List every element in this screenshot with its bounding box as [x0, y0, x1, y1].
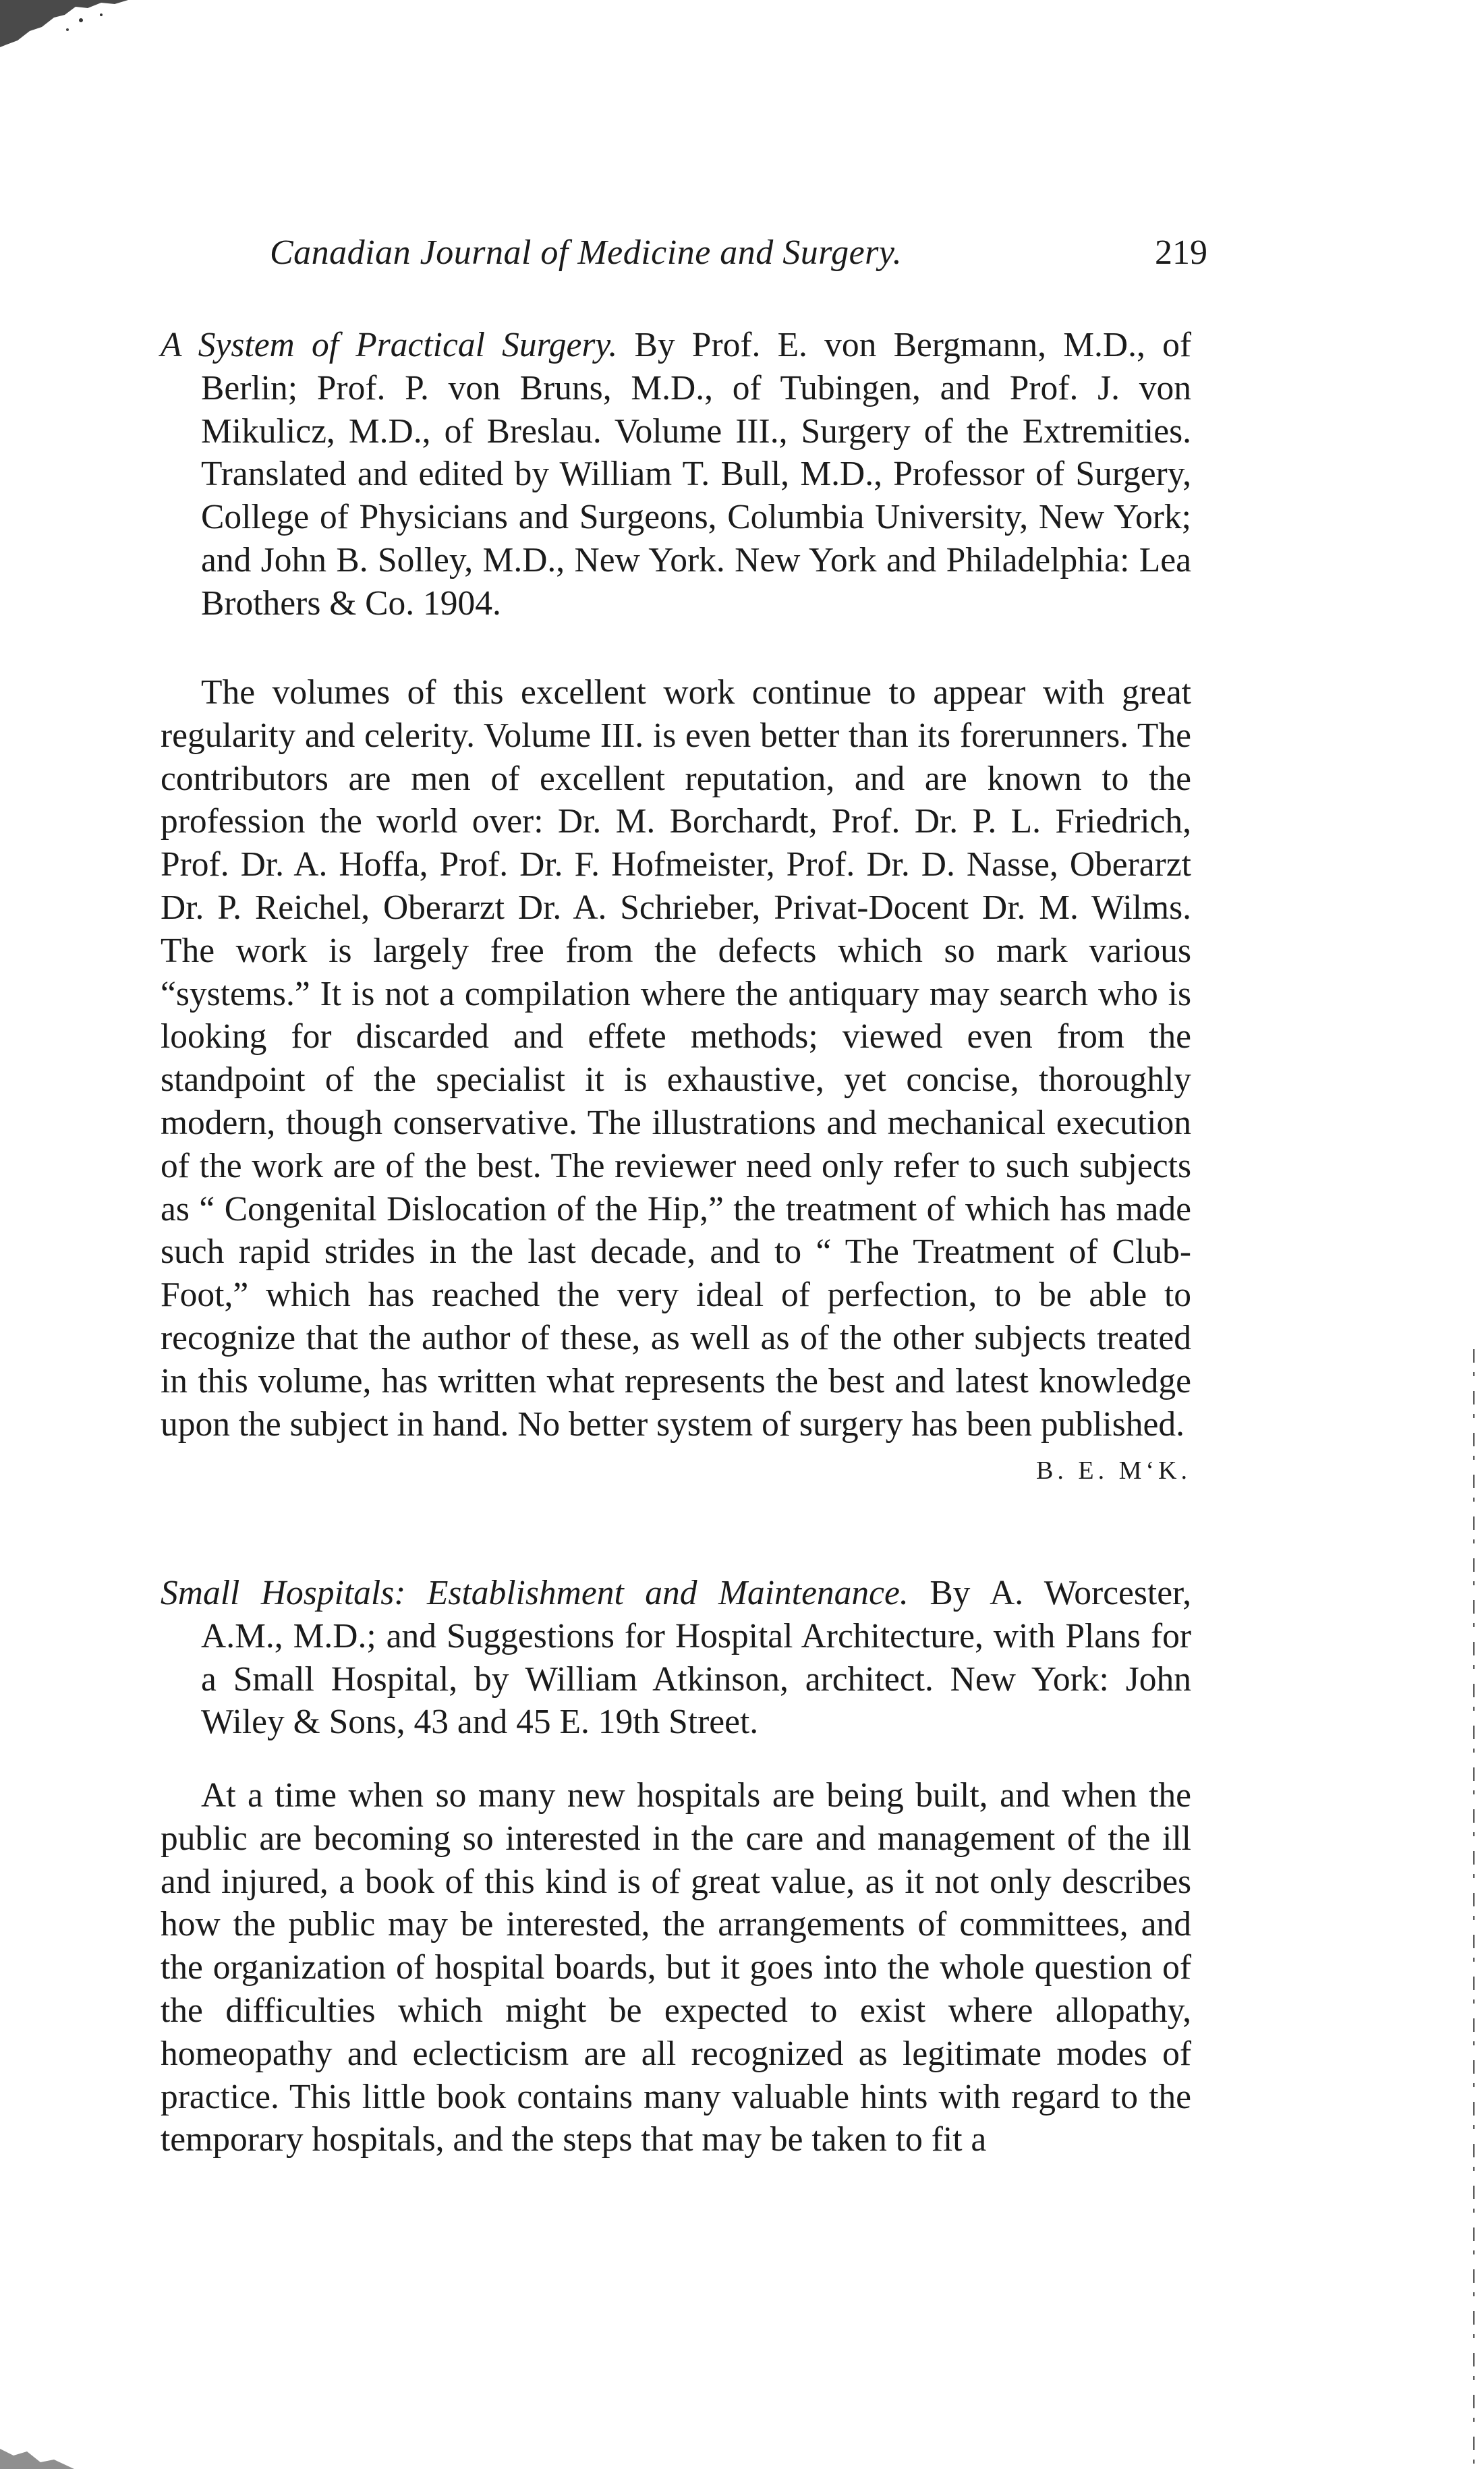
- page-number: 219: [1155, 233, 1207, 272]
- scan-edge-mark: [1469, 1349, 1479, 2469]
- scan-corner-smudge: [0, 0, 128, 47]
- review-2-body: [161, 1774, 1191, 2161]
- running-head: [270, 233, 1207, 280]
- review-2-book-title: Small Hospitals: Establishment and Maintenance.: [161, 1574, 909, 1612]
- review-2-body-text: At a time when so many new hospitals are being built, and when the public are becoming so interested in the care and management of the ill and injured, a book of this kind is of great value, as it not only describes how the public may be interested, the arrangements of committees, and the organization of hospital boards, but it goes into the whole question of the difficulties which might be expected to exist where allopathy, homeopathy and eclecticism are all recognized as legitimate modes of practice. This little book contains many valuable hints with regard to the temporary hospitals, and the steps that may be taken to fit a: [161, 1776, 1191, 2159]
- review-2-citation-text: By A. Worcester, A.M., M.D.; and Suggestions for Hospital Architecture, with Plans for a Small Hospital, by William Atkinson, architect. New York: John Wiley & Sons, 43 and 45 E. 19th Street.: [201, 1574, 1192, 1742]
- review-1-citation: [161, 324, 1191, 625]
- review-1-signature: B. E. M‘K.: [1036, 1456, 1191, 1485]
- scan-bottom-mark: [0, 2442, 74, 2469]
- review-1-body: [161, 671, 1191, 1493]
- journal-title: Canadian Journal of Medicine and Surgery.: [270, 233, 903, 272]
- review-1-citation-text: By Prof. E. von Bergmann, M.D., of Berlin; Prof. P. von Bruns, M.D., of Tubingen, and Prof. J. von Mikulicz, M.D., of Breslau. Volume III., Surgery of the Extremities. Translated and edited by William T. Bull, M.D., Professor of Surgery, College of Physicians and Surgeons, Columbia University, New York; and John B. Solley, M.D., New York. New York and Philadelphia: Lea Brothers & Co. 1904.: [201, 326, 1191, 623]
- review-1-body-text: The volumes of this excellent work continue to appear with great regularity and celerity. Volume III. is even better than its forerunners. The contributors are men of excellent reputation, and are known to the profession the world over: Dr. M. Borchardt, Prof. Dr. P. L. Friedrich, Prof. Dr. A. Hoffa, Prof. Dr. F. Hofmeister, Prof. Dr. D. Nasse, Oberarzt Dr. P. Reichel, Oberarzt Dr. A. Schrieber, Privat-Docent Dr. M. Wilms. The work is largely free from the defects which so mark various “systems.” It is not a compilation where the antiquary may search who is looking for discarded and effete methods; viewed even from the standpoint of the specialist it is exhaustive, yet concise, thoroughly modern, though conservative. The illustrations and mechanical execution of the work are of the best. The reviewer need only refer to such subjects as “ Congenital Dislocation of the Hip,” the treatment of which has made such rapid strides in the last decade, and to “ The Treatment of Club-Foot,” which has reached the very ideal of perfection, to be able to recognize that the author of these, as well as of the other subjects treated in this volume, has written what represents the best and latest knowledge upon the subject in hand. No better system of surgery has been published.: [161, 673, 1191, 1444]
- review-1-book-title: A System of Practical Surgery.: [161, 326, 618, 364]
- review-2-citation: [161, 1572, 1191, 1744]
